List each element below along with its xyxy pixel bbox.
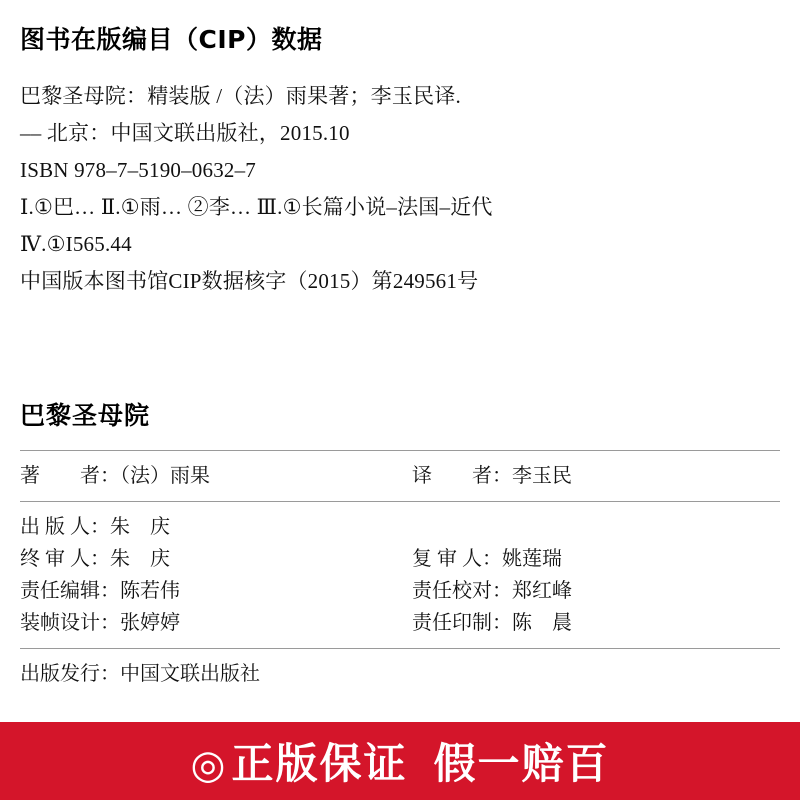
cip-line: 巴黎圣母院：精装版 /（法）雨果著；李玉民译.	[20, 84, 461, 108]
publisher-value: 中国文联出版社	[120, 663, 260, 685]
publisher-label: 出版发行：	[20, 663, 120, 685]
credit-value: 张婷婷	[120, 612, 180, 634]
credit-cell-right	[412, 607, 780, 639]
credit-label: 著 者：	[20, 465, 120, 487]
credit-row	[20, 460, 780, 492]
banner-text-right: 假一赔百	[433, 739, 610, 788]
cip-line: Ⅳ.①I565.44	[20, 232, 132, 256]
publisher-line	[20, 649, 780, 694]
book-title: 巴黎圣母院	[20, 401, 151, 430]
credit-value: （法）雨果	[120, 465, 210, 487]
credit-cell-left	[20, 460, 412, 492]
guarantee-banner	[0, 722, 800, 800]
credit-value: 朱 庆	[110, 548, 170, 570]
credit-cell-right	[412, 543, 780, 575]
credit-value: 陈 晨	[512, 612, 572, 634]
credit-row	[20, 543, 780, 575]
credit-value: 陈若伟	[120, 580, 180, 602]
credit-cell-left	[20, 575, 412, 607]
credit-value: 朱 庆	[110, 516, 170, 538]
cip-line: Ⅰ.①巴… Ⅱ.①雨… ②李… Ⅲ.①长篇小说–法国–近代	[20, 195, 493, 219]
credits-block	[20, 451, 780, 694]
credit-label: 译 者：	[412, 465, 512, 487]
credits-group-authors	[20, 451, 780, 501]
credit-cell-left	[20, 607, 412, 639]
credit-value: 姚莲瑞	[502, 548, 562, 570]
cip-line: 中国版本图书馆CIP数据核字（2015）第249561号	[20, 269, 479, 293]
credit-label: 复 审 人：	[412, 548, 502, 570]
credit-cell-left	[20, 543, 412, 575]
credits-group-staff	[20, 502, 780, 648]
cip-line: –– 北京：中国文联出版社，2015.10	[20, 121, 350, 145]
banner-text-left: 正版保证	[231, 739, 408, 788]
cip-line: ISBN 978–7–5190–0632–7	[20, 158, 256, 182]
credit-row	[20, 575, 780, 607]
credit-row	[20, 607, 780, 639]
credit-cell-right	[412, 575, 780, 607]
cip-block	[20, 78, 780, 300]
credit-label: 装帧设计：	[20, 612, 120, 634]
credit-label: 责任印制：	[412, 612, 512, 634]
copyright-mark-icon: ◎	[190, 742, 228, 788]
credit-label: 终 审 人：	[20, 548, 110, 570]
credit-label: 出 版 人：	[20, 516, 110, 538]
credit-cell-right	[412, 460, 780, 492]
credit-cell-left	[20, 511, 412, 543]
cip-heading: 图书在版编目（CIP）数据	[20, 25, 323, 54]
credit-label: 责任编辑：	[20, 580, 120, 602]
credit-label: 责任校对：	[412, 580, 512, 602]
banner-text	[191, 731, 610, 791]
credit-value: 李玉民	[512, 465, 572, 487]
credit-value: 郑红峰	[512, 580, 572, 602]
credit-row	[20, 511, 780, 543]
